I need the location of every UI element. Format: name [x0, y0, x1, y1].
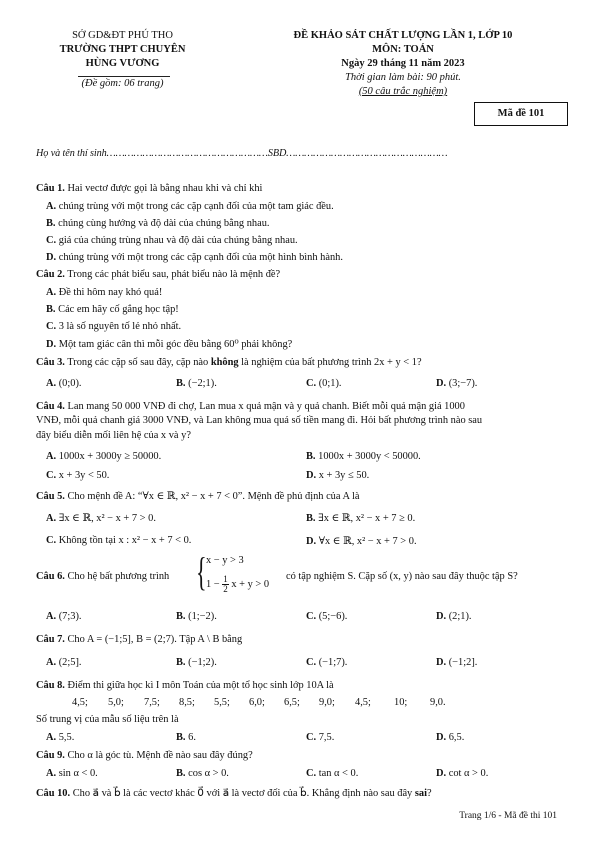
option-9b: B. cos α > 0.: [176, 768, 229, 779]
header-left-rule: [78, 76, 170, 77]
option-8b: B. 6.: [176, 732, 196, 743]
option-5a: A. ∃x ∈ ℝ, x² − x + 7 > 0.: [46, 513, 156, 524]
question-1: Câu 1. Hai vectơ được gọi là bằng nhau khi và chỉ khi: [36, 183, 263, 194]
question-9: Câu 9. Cho α là góc tù. Mệnh đề nào sau đây đúng?: [36, 750, 253, 761]
option-2b: B. Các em hãy cố gắng học tập!: [46, 304, 179, 315]
option-3d: D. (3;−7).: [436, 378, 478, 389]
question-4-line2: VNĐ, mỗi quả chanh giá 3000 VNĐ, và Lan không mua quá số tiền mang đi. Hỏi bất phương trình nào sau: [36, 415, 483, 426]
option-5b: B. ∃x ∈ ℝ, x² − x + 7 ≥ 0.: [306, 513, 416, 524]
school-name-line1: TRƯỜNG THPT CHUYÊN: [59, 44, 186, 55]
subject: MÔN: TOÁN: [372, 44, 434, 55]
score-item: 9,0;: [319, 697, 335, 708]
option-6c: C. (5;−6).: [306, 611, 348, 622]
option-5c: C. Không tồn tại x : x² − x + 7 < 0.: [46, 535, 192, 546]
page-footer: Trang 1/6 - Mã đề thi 101: [459, 811, 557, 821]
option-2d: D. Một tam giác cân thì mỗi góc đều bằng 60⁰ phải không?: [46, 339, 293, 350]
question-8-prompt: Số trung vị của mẫu số liệu trên là: [36, 714, 179, 725]
question-6-tail: có tập nghiệm S. Cặp số (x, y) nào sau đây thuộc tập S?: [286, 571, 518, 582]
option-8d: D. 6,5.: [436, 732, 465, 743]
option-2a: A. Đề thi hôm nay khó quá!: [46, 287, 163, 298]
question-10: Câu 10. Cho a⃗ và b⃗ là các vectơ khác 0⃗ với a⃗ là vectơ đối của b⃗. Khẳng định nào sau đây sai?: [36, 788, 432, 799]
option-1b: B. chúng cùng hướng và độ dài của chúng bằng nhau.: [46, 218, 270, 229]
option-7c: C. (−1;7).: [306, 657, 348, 668]
score-item: 4,5;: [355, 697, 371, 708]
header-left: [40, 29, 205, 71]
option-7a: A. (2;5].: [46, 657, 82, 668]
option-9a: A. sin α < 0.: [46, 768, 98, 779]
option-9c: C. tan α < 0.: [306, 768, 359, 779]
option-3b: B. (−2;1).: [176, 378, 217, 389]
question-4-line3: đây biểu diễn mối liên hệ của x và y?: [36, 430, 191, 441]
score-item: 10;: [394, 697, 408, 708]
score-item: 9,0.: [430, 697, 446, 708]
option-2c: C. 3 là số nguyên tố lẻ nhỏ nhất.: [46, 321, 182, 332]
inequality-system-row1: x − y > 3: [206, 555, 244, 566]
question-count: (50 câu trắc nghiệm): [358, 86, 448, 97]
question-5: Câu 5. Cho mệnh đề A: “∀x ∈ ℝ, x² − x + 7 < 0”. Mệnh đề phủ định của A là: [36, 491, 360, 502]
option-7b: B. (−1;2).: [176, 657, 217, 668]
option-4c: C. x + 3y < 50.: [46, 470, 110, 481]
pages-note: (Đề gồm: 06 trang): [81, 78, 164, 89]
option-4d: D. x + 3y ≤ 50.: [306, 470, 370, 481]
option-1d: D. chúng trùng với một trong các cặp cạnh đối của một hình bình hành.: [46, 252, 343, 263]
score-item: 4,5;: [72, 697, 88, 708]
option-6d: D. (2;1).: [436, 611, 472, 622]
exam-code: Mã đề 101: [497, 108, 545, 119]
score-item: 6,5;: [284, 697, 300, 708]
option-3a: A. (0;0).: [46, 378, 82, 389]
score-item: 8,5;: [179, 697, 195, 708]
exam-code-box: [474, 102, 568, 126]
option-1c: C. giá của chúng trùng nhau và độ dài của chúng bằng nhau.: [46, 235, 298, 246]
score-item: 7,5;: [144, 697, 160, 708]
inequality-system-brace: {: [196, 549, 207, 594]
option-8a: A. 5,5.: [46, 732, 75, 743]
question-7: Câu 7. Cho A = (−1;5], B = (2;7). Tập A \ B bằng: [36, 634, 243, 645]
option-8c: C. 7,5.: [306, 732, 335, 743]
option-7d: D. (−1;2].: [436, 657, 478, 668]
inequality-system-row2: 1 − $\frac{1}{2}$ x + y > 0: [206, 574, 270, 594]
option-4b: B. 1000x + 3000y < 50000.: [306, 451, 421, 462]
score-item: 5,0;: [108, 697, 124, 708]
option-3c: C. (0;1).: [306, 378, 342, 389]
option-5d: D. ∀x ∈ ℝ, x² − x + 7 > 0.: [306, 536, 417, 547]
exam-title: ĐỀ KHẢO SÁT CHẤT LƯỢNG LẦN 1, LỚP 10: [293, 30, 513, 41]
question-6: Câu 6. Cho hệ bất phương trình: [36, 571, 170, 582]
option-6b: B. (1;−2).: [176, 611, 217, 622]
question-3: Câu 3. Trong các cặp số sau đây, cặp nào không là nghiệm của bất phương trình 2x + y < 1?: [36, 357, 422, 368]
student-info-line: Họ và tên thí sinh………………………………………………SBD………………………………………………: [36, 148, 448, 159]
header-right: [255, 29, 551, 99]
option-4a: A. 1000x + 3000y ≥ 50000.: [46, 451, 162, 462]
question-4-line1: Câu 4. Lan mang 50 000 VNĐ đi chợ, Lan mua x quả mận và y quả chanh. Biết mỗi quả mận giá 1000: [36, 401, 465, 412]
question-2: Câu 2. Trong các phát biểu sau, phát biểu nào là mệnh đề?: [36, 269, 281, 280]
option-1a: A. chúng trùng với một trong các cặp cạnh đối của một tam giác đều.: [46, 201, 334, 212]
score-item: 5,5;: [214, 697, 230, 708]
school-name-line2: HÙNG VƯƠNG: [85, 58, 160, 69]
exam-duration: Thời gian làm bài: 90 phút.: [345, 72, 461, 83]
option-6a: A. (7;3).: [46, 611, 82, 622]
score-item: 6,0;: [249, 697, 265, 708]
exam-date: Ngày 29 tháng 11 năm 2023: [341, 58, 465, 69]
option-9d: D. cot α > 0.: [436, 768, 489, 779]
dept-name: SỞ GD&ĐT PHÚ THO: [72, 30, 173, 41]
question-8: Câu 8. Điểm thi giữa học kì I môn Toán của một tổ học sinh lớp 10A là: [36, 680, 334, 691]
